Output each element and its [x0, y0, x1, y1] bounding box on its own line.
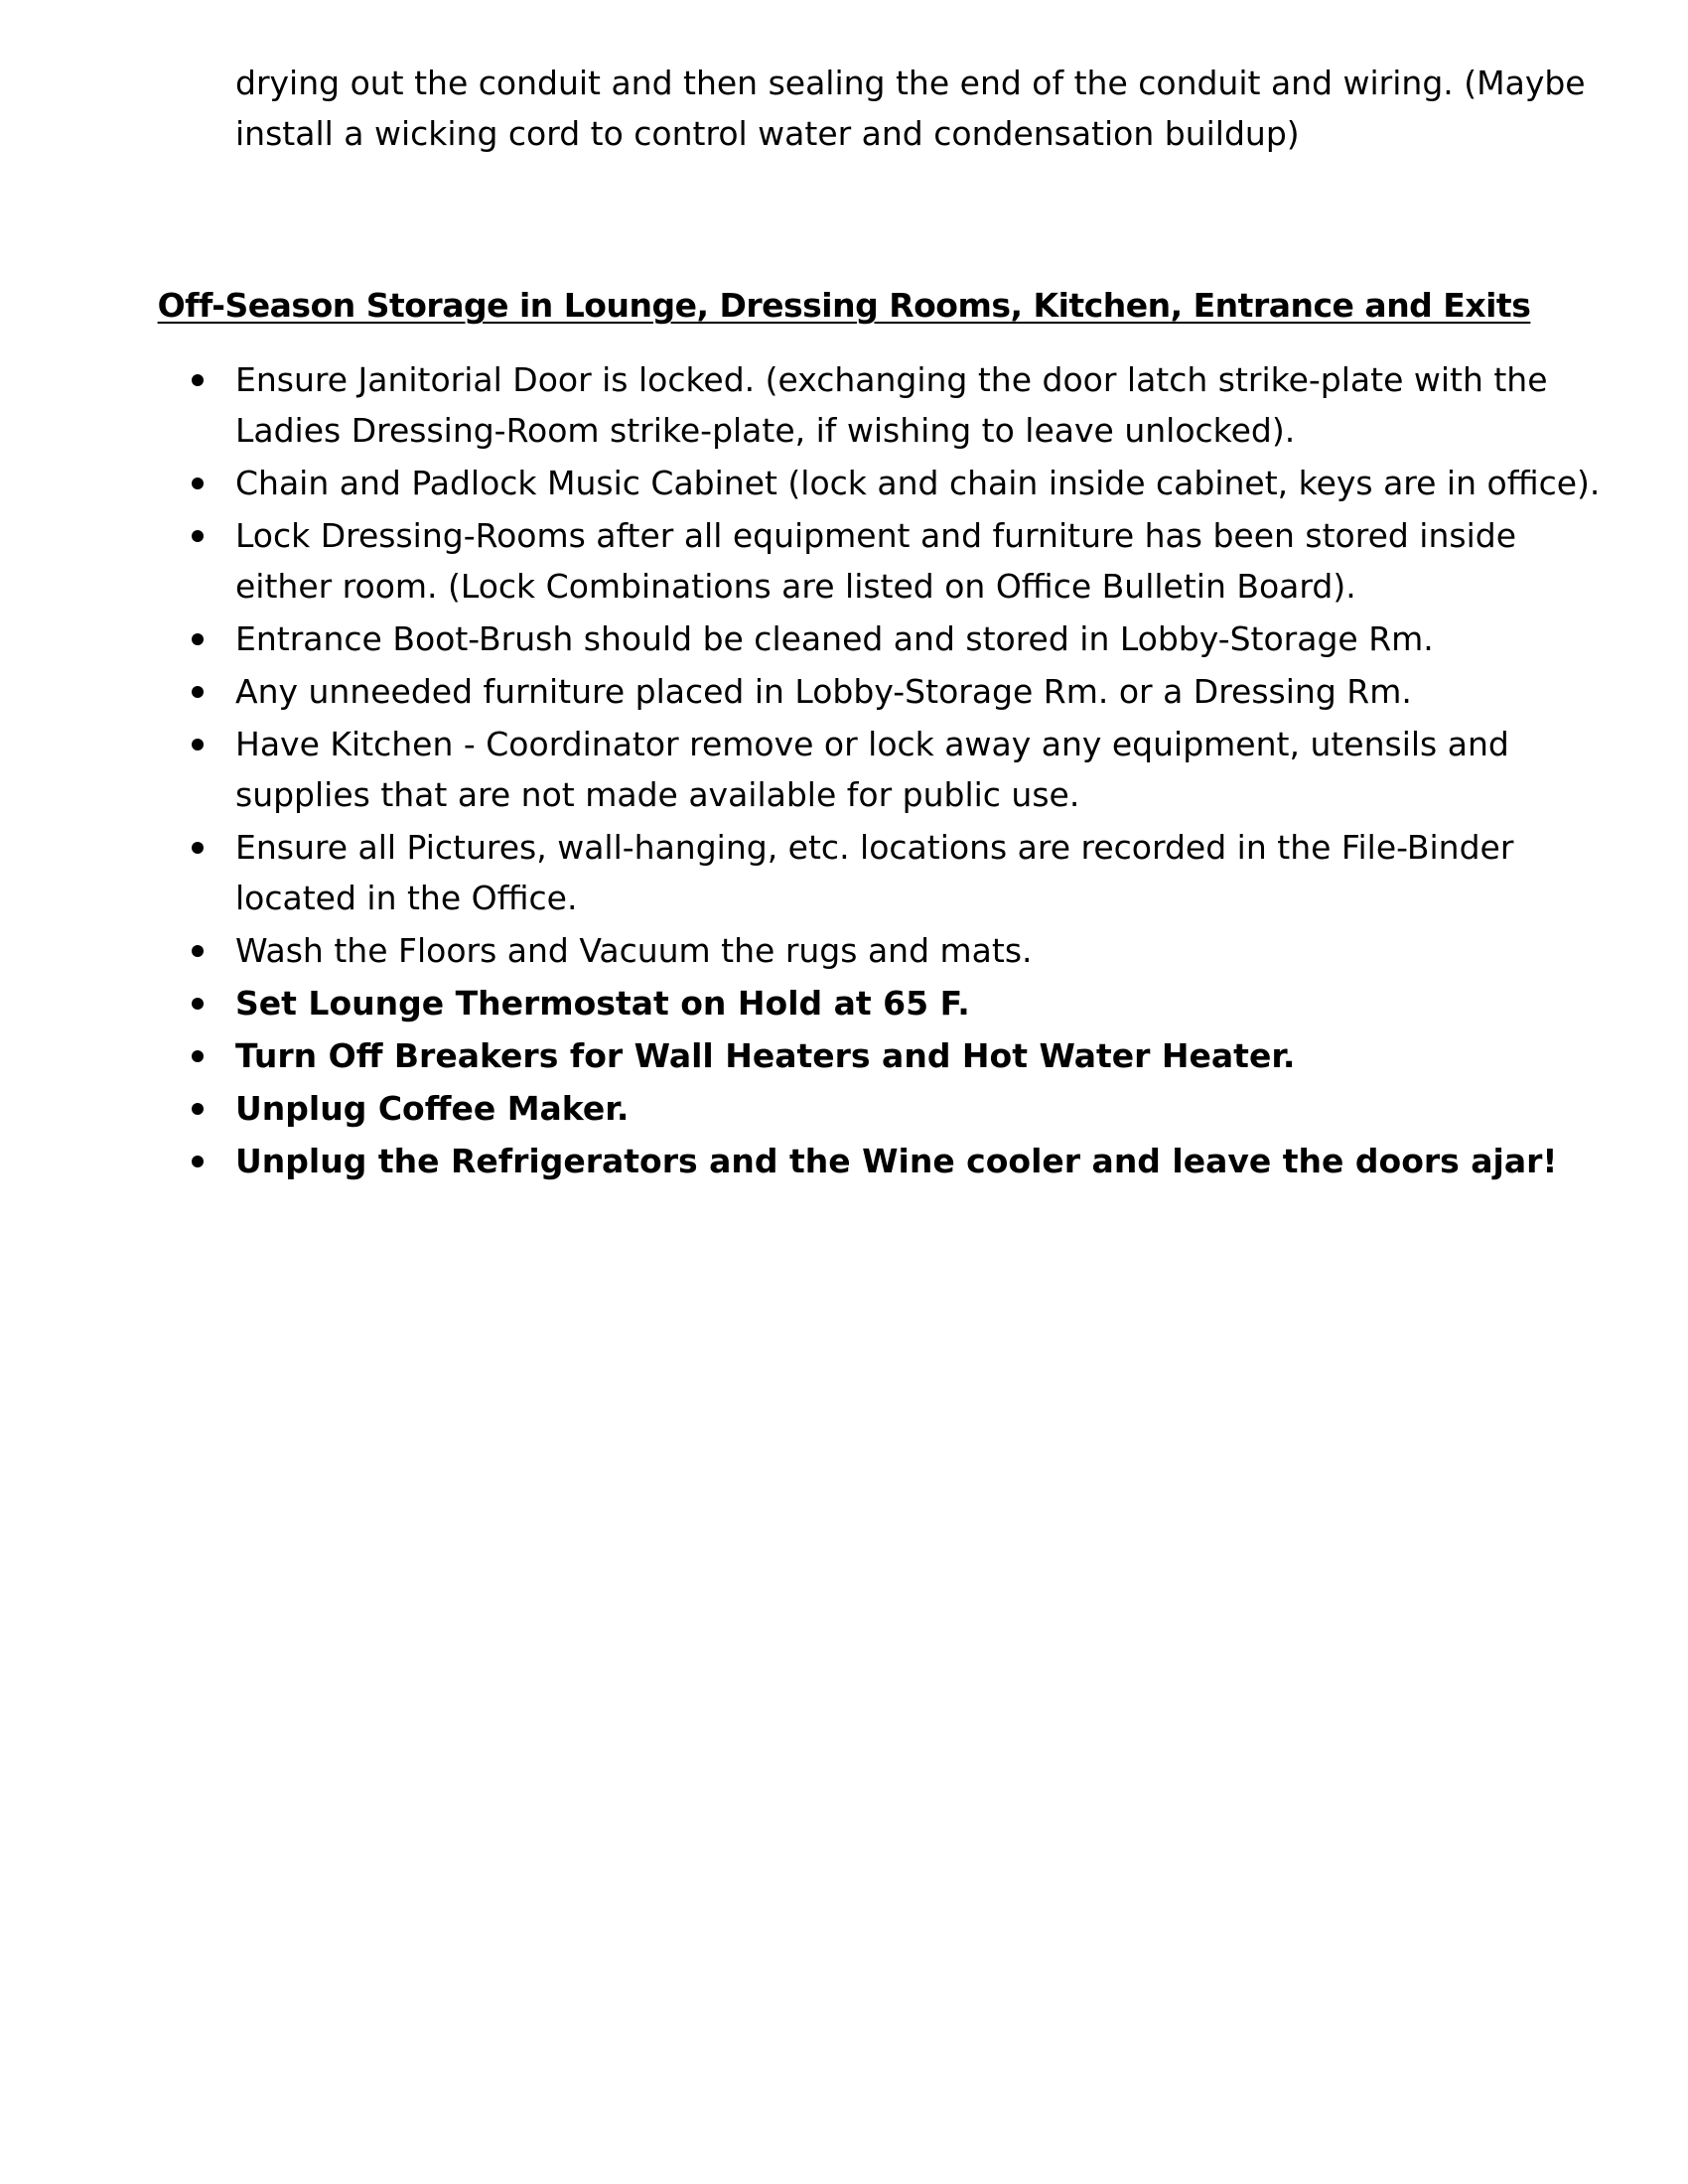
- bullet-icon: [192, 478, 204, 489]
- list-item-text: [235, 354, 1625, 456]
- bullet-icon: [192, 739, 204, 751]
- bullet-icon: [192, 945, 204, 957]
- list-item-text: [235, 666, 1625, 717]
- list-item-text: [235, 1083, 1625, 1134]
- list-item-line: Ladies Dressing-Room strike-plate, if wishing to leave unlocked).: [235, 411, 1296, 450]
- bullet-icon: [192, 1103, 204, 1115]
- list-item-line: Any unneeded furniture placed in Lobby-Storage Rm. or a Dressing Rm.: [235, 672, 1412, 711]
- list-item-line: either room. (Lock Combinations are listed on Office Bulletin Board).: [235, 567, 1356, 606]
- list-item-line: Turn Off Breakers for Wall Heaters and Hot Water Heater.: [235, 1036, 1296, 1075]
- section-heading-text: Off-Season Storage in Lounge, Dressing Rooms, Kitchen, Entrance and Exits: [157, 286, 1531, 325]
- list-item-line: Have Kitchen - Coordinator remove or lock away any equipment, utensils and: [235, 725, 1509, 763]
- list-item-line: Entrance Boot-Brush should be cleaned and stored in Lobby-Storage Rm.: [235, 619, 1434, 658]
- list-item-text: [235, 822, 1625, 923]
- bullet-icon: [192, 686, 204, 698]
- bullet-icon: [192, 530, 204, 542]
- list-item-line: Ensure Janitorial Door is locked. (exchanging the door latch strike-plate with the: [235, 360, 1548, 399]
- continuation-paragraph: [235, 58, 1586, 159]
- continuation-line: install a wicking cord to control water and condensation buildup): [235, 114, 1300, 153]
- list-item-text: [235, 925, 1625, 976]
- list-item-text: [235, 1136, 1625, 1186]
- bullet-icon: [192, 374, 204, 386]
- list-item-line: Ensure all Pictures, wall-hanging, etc. locations are recorded in the File-Binder: [235, 828, 1514, 867]
- continuation-line: drying out the conduit and then sealing the end of the conduit and wiring. (Maybe: [235, 64, 1586, 102]
- list-item-text: [235, 510, 1625, 612]
- list-item-text: [235, 1030, 1625, 1081]
- bullet-icon: [192, 842, 204, 854]
- list-item-text: [235, 614, 1625, 664]
- bullet-icon: [192, 1050, 204, 1062]
- list-item-line: Wash the Floors and Vacuum the rugs and mats.: [235, 931, 1033, 970]
- list-item-line: Unplug the Refrigerators and the Wine cooler and leave the doors ajar!: [235, 1142, 1558, 1180]
- list-item-line: Chain and Padlock Music Cabinet (lock and chain inside cabinet, keys are in office).: [235, 464, 1601, 502]
- list-item-text: [235, 458, 1625, 508]
- section-heading: [0, 284, 1688, 328]
- list-item-text: [235, 978, 1625, 1028]
- list-item-line: supplies that are not made available for public use.: [235, 775, 1080, 814]
- list-item-line: located in the Office.: [235, 879, 578, 917]
- bullet-icon: [192, 998, 204, 1010]
- list-item-line: Set Lounge Thermostat on Hold at 65 F.: [235, 984, 970, 1023]
- bullet-icon: [192, 633, 204, 645]
- list-item-text: [235, 719, 1625, 820]
- list-item-line: Unplug Coffee Maker.: [235, 1089, 630, 1128]
- bullet-icon: [192, 1156, 204, 1167]
- list-item-line: Lock Dressing-Rooms after all equipment and furniture has been stored inside: [235, 516, 1516, 555]
